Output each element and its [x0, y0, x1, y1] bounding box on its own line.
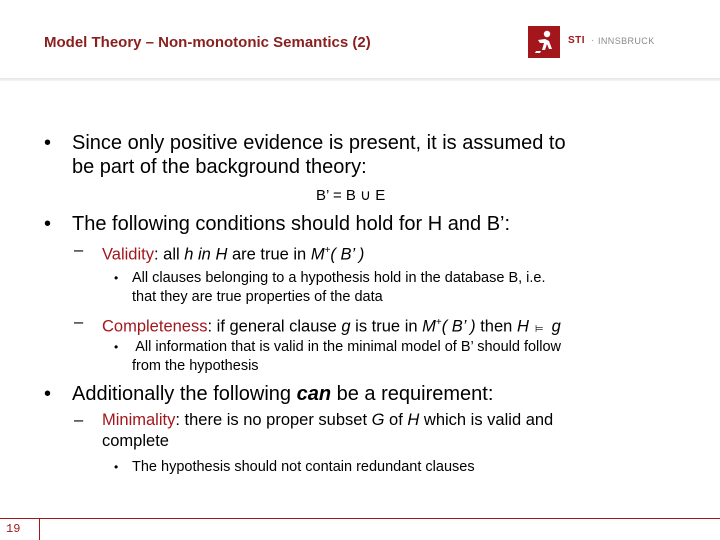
- superscript-plus: +: [435, 317, 442, 328]
- sub-bullet-validity: [74, 240, 694, 262]
- footer-rule: [0, 518, 720, 540]
- minimality-text-line2: complete: [102, 432, 169, 450]
- logo-brand-text: STI: [568, 35, 586, 46]
- validity-fragment: : all: [153, 245, 185, 264]
- validity-fragment: in: [193, 245, 216, 264]
- completeness-fragment: is true in: [350, 317, 423, 336]
- minimality-text: [102, 410, 553, 431]
- sub-sub-bullet-redundant: [114, 458, 694, 478]
- bullet-text-line: All clauses belonging to a hypothesis hold in the database B, i.e.: [132, 270, 546, 286]
- emphasis-can: can: [296, 383, 332, 405]
- validity-fragment: ( B’ ): [330, 245, 365, 264]
- variable-H: H: [407, 411, 420, 429]
- bullet-marker: •: [44, 213, 52, 235]
- variable-M: M: [422, 317, 436, 336]
- sub-bullet-minimality: [74, 410, 694, 454]
- minimality-term: Minimality: [102, 411, 176, 429]
- dash-marker: –: [74, 241, 84, 259]
- completeness-fragment: then: [475, 317, 517, 336]
- bullet-conditions: [44, 212, 704, 236]
- bullet-text-line: Since only positive evidence is present, it is assumed to: [72, 132, 566, 154]
- bullet-marker: •: [114, 460, 119, 474]
- variable-H: H: [215, 245, 228, 264]
- minimality-fragment: which is valid and: [419, 411, 554, 429]
- page-number: 19: [6, 522, 21, 536]
- logo-separator: ·: [591, 35, 595, 46]
- minimality-fragment: of: [384, 411, 408, 429]
- bullet-text-line: The following conditions should hold for H and B’:: [72, 213, 511, 235]
- bullet-additional-requirement: [44, 382, 704, 406]
- bullet-marker: •: [114, 340, 119, 354]
- sti-innsbruck-logo: [528, 26, 678, 62]
- bullet-text-line: from the hypothesis: [132, 358, 259, 374]
- variable-H: H: [516, 317, 529, 336]
- validity-fragment: are true in: [227, 245, 311, 264]
- completeness-text: [102, 312, 561, 340]
- sub-sub-bullet-clauses: [114, 269, 694, 307]
- completeness-term: Completeness: [102, 317, 208, 336]
- variable-g: g: [551, 317, 561, 336]
- slide-title: Model Theory – Non-monotonic Semantics (2): [44, 34, 371, 51]
- sub-sub-bullet-minimal-model: [114, 338, 694, 376]
- completeness-fragment: : if general clause: [207, 317, 342, 336]
- models-symbol: ⊨: [534, 323, 544, 335]
- bullet-marker: •: [114, 271, 119, 285]
- bullet-text-line: The hypothesis should not contain redundant clauses: [132, 459, 475, 475]
- bullet-fragment: be a requirement:: [331, 383, 494, 405]
- variable-g: g: [341, 317, 351, 336]
- completeness-fragment: ( B’ ): [441, 317, 476, 336]
- variable-h: h: [184, 245, 194, 264]
- sti-logo-mark: [528, 26, 560, 58]
- logo-place-text: INNSBRUCK: [598, 36, 655, 46]
- bullet-text-line: All information that is valid in the minimal model of B’ should follow: [132, 339, 562, 355]
- sub-bullet-completeness: [74, 312, 694, 334]
- person-icon: [528, 26, 560, 58]
- validity-term: Validity: [102, 245, 154, 264]
- validity-text: [102, 240, 364, 266]
- bullet-marker: •: [44, 383, 52, 405]
- variable-G: G: [371, 411, 385, 429]
- bullet-text-line: [72, 382, 493, 406]
- formula-background: B’ = B ∪ E: [316, 187, 386, 204]
- header-divider: [0, 78, 720, 81]
- bullet-text-line: be part of the background theory:: [72, 156, 367, 178]
- variable-M: M: [310, 245, 325, 264]
- bullet-text-line: that they are true properties of the data: [132, 289, 383, 305]
- minimality-fragment: : there is no proper subset: [175, 411, 372, 429]
- dash-marker: –: [74, 313, 84, 331]
- bullet-fragment: Additionally the following: [72, 383, 297, 405]
- bullet-marker: •: [44, 132, 52, 154]
- bullet-background-theory: [44, 131, 704, 179]
- superscript-plus: +: [324, 245, 331, 256]
- dash-marker: –: [74, 411, 84, 429]
